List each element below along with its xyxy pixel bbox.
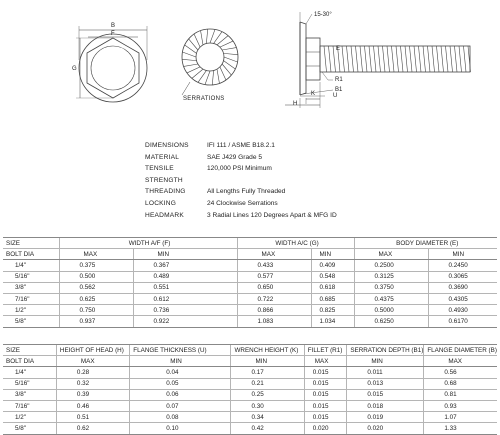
th-max: MAX	[304, 356, 347, 367]
table2-sub-header-row	[3, 356, 497, 367]
thread-line	[401, 46, 404, 72]
table-cell: 0.736	[133, 305, 237, 316]
table-cell: 0.937	[59, 316, 133, 327]
th-size: SIZE	[3, 238, 59, 249]
table-cell: 0.5000	[354, 305, 428, 316]
table-cell: 0.015	[304, 389, 347, 400]
th-wrench-height: WRENCH HEIGHT (K)	[231, 345, 304, 356]
table-cell: 0.4930	[428, 305, 497, 316]
th-body-diameter: BODY DIAMETER (E)	[354, 238, 497, 249]
table-cell: 0.612	[133, 293, 237, 304]
hex-side	[306, 38, 320, 80]
serration-line	[206, 29, 207, 43]
table-cell: 0.015	[304, 367, 347, 378]
th-width-af: WIDTH A/F (F)	[59, 238, 237, 249]
serration-line	[182, 59, 196, 60]
thread-line	[387, 46, 390, 72]
table-cell: 0.08	[130, 412, 231, 423]
thread-line	[369, 46, 372, 72]
table-row	[3, 389, 497, 400]
th-height-of-head: HEIGHT OF HEAD (H)	[56, 345, 129, 356]
serration-line	[212, 71, 213, 85]
spec-row	[145, 163, 407, 186]
table-cell: 0.4375	[354, 293, 428, 304]
table-row	[3, 412, 497, 423]
table-cell: 0.375	[59, 260, 133, 271]
table-cell: 1.034	[311, 316, 354, 327]
serration-line	[222, 48, 236, 50]
table-cell: 0.6250	[354, 316, 428, 327]
th-bolt-dia: BOLT DIA	[3, 249, 59, 260]
dim-label-b1: B1	[335, 87, 343, 93]
dim-label-g: G	[72, 66, 77, 72]
serration-line	[187, 67, 200, 73]
th-min: MIN	[133, 249, 237, 260]
cell-bolt-dia: 7/16"	[3, 293, 59, 304]
thread-line	[459, 46, 462, 72]
table-cell: 0.3690	[428, 282, 497, 293]
spec-value: 24 Clockwise Serrations	[207, 199, 278, 207]
flange-profile	[300, 22, 306, 95]
spec-key: HEADMARK	[145, 211, 184, 219]
spec-key: MATERIAL	[145, 153, 180, 161]
table-row	[3, 378, 497, 389]
cell-bolt-dia: 5/8"	[3, 423, 56, 434]
table-cell: 0.866	[237, 305, 311, 316]
thread-line	[365, 46, 368, 72]
thread-line	[329, 46, 332, 72]
table-cell: 0.3750	[354, 282, 428, 293]
table-cell: 0.825	[311, 305, 354, 316]
th-max: MAX	[354, 249, 428, 260]
table-cell: 0.51	[56, 412, 129, 423]
serration-inner-circle	[196, 43, 224, 71]
thread-line	[428, 46, 431, 72]
table-cell: 0.750	[59, 305, 133, 316]
table-cell: 0.433	[237, 260, 311, 271]
table-cell: 0.17	[231, 367, 304, 378]
spec-value: IFI 111 / ASME B18.2.1	[207, 142, 275, 149]
cell-bolt-dia: 7/16"	[3, 400, 56, 411]
table-cell: 0.04	[130, 367, 231, 378]
thread-line	[342, 46, 345, 72]
th-max: MAX	[424, 356, 497, 367]
serration-line	[224, 53, 238, 54]
table-cell: 0.625	[59, 293, 133, 304]
serration-leader	[182, 82, 190, 95]
table-cell: 0.562	[59, 282, 133, 293]
serration-line	[201, 31, 203, 45]
table-cell: 0.548	[311, 271, 354, 282]
table-cell: 0.020	[304, 423, 347, 434]
table-cell: 0.019	[347, 412, 424, 423]
technical-drawing	[0, 0, 500, 125]
table-cell: 0.81	[424, 389, 497, 400]
thread-line	[383, 46, 386, 72]
table-row	[3, 400, 497, 411]
table-cell: 1.33	[424, 423, 497, 434]
serration-line	[220, 41, 233, 47]
thread-line	[410, 46, 413, 72]
thread-line	[432, 46, 435, 72]
th-min: MIN	[428, 249, 497, 260]
th-min: MIN	[311, 249, 354, 260]
table-cell: 0.25	[231, 389, 304, 400]
bolt-drawing-svg	[0, 0, 500, 125]
thread-line	[405, 46, 408, 72]
dim-label-h: H	[293, 101, 298, 107]
thread-line	[423, 46, 426, 72]
dimensions-table-1	[3, 237, 497, 328]
spec-row	[145, 198, 407, 210]
thread-line	[450, 46, 453, 72]
table-cell: 0.922	[133, 316, 237, 327]
thread-line	[441, 46, 444, 72]
th-max: MAX	[237, 249, 311, 260]
table-row	[3, 423, 497, 434]
th-max: MAX	[59, 249, 133, 260]
dim-label-b: B	[111, 23, 116, 29]
table-cell: 0.56	[424, 367, 497, 378]
table-row	[3, 316, 497, 327]
table-row	[3, 271, 497, 282]
table1-body	[3, 260, 497, 327]
cell-bolt-dia: 5/8"	[3, 316, 59, 327]
table-cell: 0.34	[231, 412, 304, 423]
cell-bolt-dia: 1/2"	[3, 412, 56, 423]
table-cell: 0.2450	[428, 260, 497, 271]
table-cell: 0.46	[56, 400, 129, 411]
table-cell: 0.577	[237, 271, 311, 282]
thread-line	[464, 46, 467, 72]
thread-lines	[324, 46, 471, 72]
cell-bolt-dia: 1/2"	[3, 305, 59, 316]
cell-bolt-dia: 1/4"	[3, 260, 59, 271]
table-cell: 0.650	[237, 282, 311, 293]
table-cell: 0.42	[231, 423, 304, 434]
thread-line	[378, 46, 381, 72]
spec-row	[145, 152, 407, 164]
hex-inner-circle	[91, 46, 135, 90]
spec-value: 3 Radial Lines 120 Degrees Apart & MFG ID	[207, 211, 337, 219]
spec-value: 120,000 PSI Minimum	[207, 165, 272, 173]
th-max: MAX	[56, 356, 129, 367]
hex-head-outline	[87, 38, 139, 98]
cell-bolt-dia: 5/16"	[3, 378, 56, 389]
table-row	[3, 282, 497, 293]
table-cell: 0.3125	[354, 271, 428, 282]
thread-line	[446, 46, 449, 72]
table-cell: 0.015	[347, 389, 424, 400]
th-min: MIN	[130, 356, 231, 367]
table-cell: 0.07	[130, 400, 231, 411]
table1-group-header-row	[3, 238, 497, 249]
spec-row	[145, 140, 407, 152]
serration-line	[222, 64, 231, 75]
spec-row	[145, 186, 407, 198]
serration-line	[210, 29, 215, 43]
spec-key: LOCKING	[145, 199, 177, 207]
thread-line	[351, 46, 354, 72]
dim-label-e: E	[336, 46, 341, 52]
table-row	[3, 293, 497, 304]
th-flange-thickness: FLANGE THICKNESS (U)	[130, 345, 231, 356]
cell-bolt-dia: 3/8"	[3, 389, 56, 400]
th-flange-diameter: FLANGE DIAMETER (B)	[424, 345, 497, 356]
table-cell: 0.722	[237, 293, 311, 304]
table-cell: 0.6170	[428, 316, 497, 327]
table-cell: 0.62	[56, 423, 129, 434]
table-cell: 0.015	[304, 378, 347, 389]
dim-label-k: K	[311, 91, 316, 97]
thread-line	[356, 46, 359, 72]
table-cell: 0.489	[133, 271, 237, 282]
cell-bolt-dia: 3/8"	[3, 282, 59, 293]
th-bolt-dia: BOLT DIA	[3, 356, 56, 367]
table-cell: 0.30	[231, 400, 304, 411]
table2-header-row	[3, 345, 497, 356]
thread-line	[437, 46, 440, 72]
dim-label-u: U	[333, 93, 338, 99]
table-cell: 0.28	[56, 367, 129, 378]
table-cell: 0.500	[59, 271, 133, 282]
spec-key: DIMENSIONS	[145, 142, 189, 149]
table-cell: 0.4305	[428, 293, 497, 304]
cell-bolt-dia: 1/4"	[3, 367, 56, 378]
table-cell: 0.05	[130, 378, 231, 389]
spec-row	[145, 210, 407, 222]
table-cell: 0.06	[130, 389, 231, 400]
serration-outer-circle	[182, 29, 238, 85]
table-row	[3, 305, 497, 316]
table-cell: 0.93	[424, 400, 497, 411]
serration-line	[217, 69, 219, 83]
th-serration-depth: SERRATION DEPTH (B1)	[347, 345, 424, 356]
table-cell: 0.367	[133, 260, 237, 271]
th-size: SIZE	[3, 345, 56, 356]
table-cell: 1.07	[424, 412, 497, 423]
dimensions-table-2	[3, 344, 497, 435]
th-min: MIN	[231, 356, 304, 367]
table2-body	[3, 367, 497, 434]
table-cell: 0.015	[304, 400, 347, 411]
thread-line	[455, 46, 458, 72]
serration-line	[182, 52, 196, 57]
serration-line	[192, 69, 203, 78]
spec-value: All Lengths Fully Threaded	[207, 188, 286, 196]
table-cell: 0.685	[311, 293, 354, 304]
serration-line	[224, 57, 238, 62]
table-cell: 0.10	[130, 423, 231, 434]
table-row	[3, 367, 497, 378]
th-fillet: FILLET (R1)	[304, 345, 347, 356]
thread-line	[396, 46, 399, 72]
table-row	[3, 260, 497, 271]
thread-line	[360, 46, 363, 72]
serration-line	[217, 36, 228, 45]
serration-line	[189, 39, 198, 50]
thread-line	[324, 46, 327, 72]
cell-bolt-dia: 5/16"	[3, 271, 59, 282]
table-cell: 0.3065	[428, 271, 497, 282]
table-cell: 0.011	[347, 367, 424, 378]
dim-label-angle: 15-30°	[314, 12, 332, 18]
serration-line	[220, 67, 226, 80]
table-cell: 0.32	[56, 378, 129, 389]
dim-label-r1: R1	[335, 77, 343, 83]
thread-line	[374, 46, 377, 72]
spec-key: THREADING	[145, 188, 186, 196]
dim-label-f: F	[111, 31, 115, 37]
thread-line	[392, 46, 395, 72]
serration-line	[194, 34, 200, 47]
table-cell: 0.618	[311, 282, 354, 293]
table1-sub-header-row	[3, 249, 497, 260]
spec-value: SAE J429 Grade 5	[207, 153, 262, 161]
table-cell: 0.551	[133, 282, 237, 293]
thread-line	[419, 46, 422, 72]
table-cell: 0.39	[56, 389, 129, 400]
serration-line	[184, 64, 198, 66]
thread-line	[414, 46, 417, 72]
th-width-ac: WIDTH A/C (G)	[237, 238, 354, 249]
th-min: MIN	[347, 356, 424, 367]
serration-line	[205, 71, 210, 85]
table-cell: 1.083	[237, 316, 311, 327]
table-cell: 0.013	[347, 378, 424, 389]
table-cell: 0.015	[304, 412, 347, 423]
thread-line	[347, 46, 350, 72]
table-cell: 0.2500	[354, 260, 428, 271]
table-cell: 0.409	[311, 260, 354, 271]
serrations-label: SERRATIONS	[183, 96, 225, 102]
table-cell: 0.68	[424, 378, 497, 389]
flange-circle	[79, 34, 147, 102]
table-cell: 0.21	[231, 378, 304, 389]
table-cell: 0.018	[347, 400, 424, 411]
spec-key: TENSILE STRENGTH	[145, 165, 183, 184]
table-cell: 0.020	[347, 423, 424, 434]
spec-list	[145, 140, 407, 221]
